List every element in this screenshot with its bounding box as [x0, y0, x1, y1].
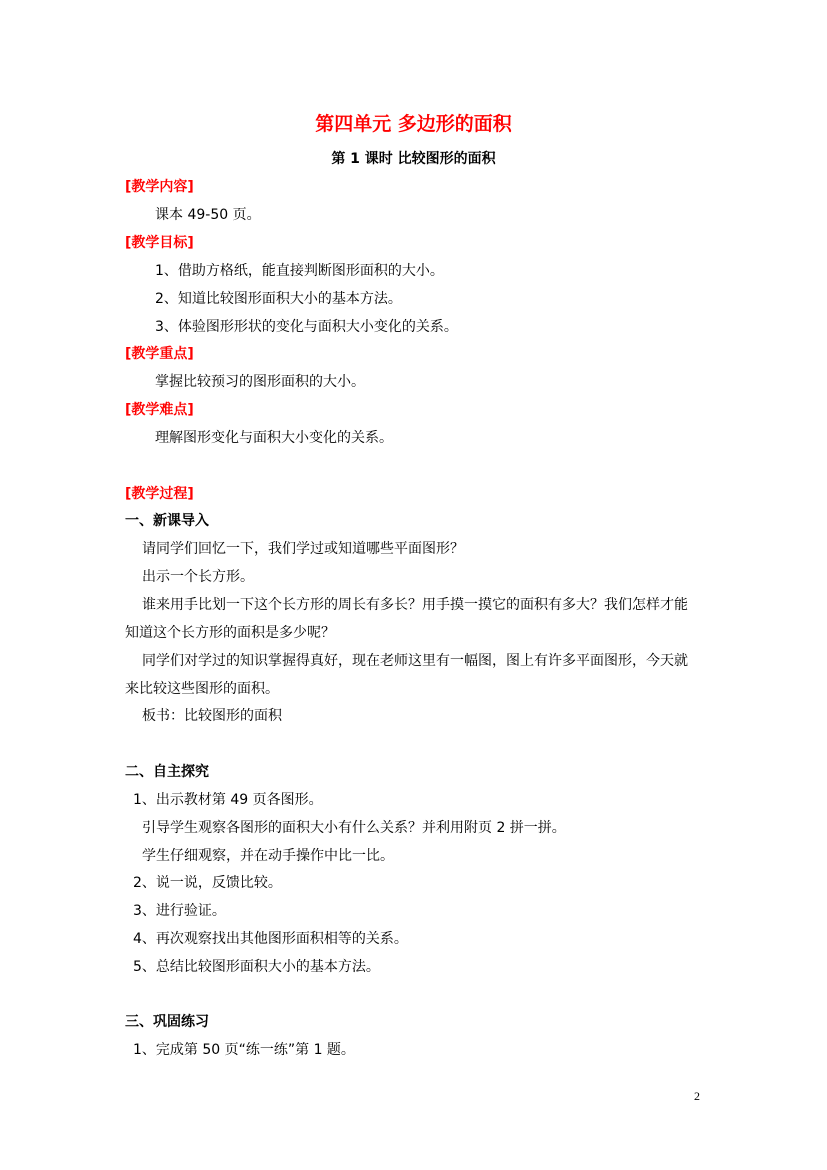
process-heading: [教学过程]	[125, 486, 194, 502]
difficulty-heading: [教学难点]	[125, 402, 194, 418]
paragraph-line: 出示一个长方形。	[142, 569, 254, 585]
paragraph-line: 3、进行验证。	[133, 903, 226, 919]
paragraph-line: 4、再次观察找出其他图形面积相等的关系。	[133, 931, 408, 947]
key-text: 掌握比较预习的图形面积的大小。	[155, 374, 365, 390]
content-text: 课本 49-50 页。	[155, 207, 261, 223]
paragraph-line: 1、完成第 50 页“练一练”第 1 题。	[133, 1042, 355, 1058]
section-title: 一、新课导入	[125, 513, 209, 529]
unit-title: 第四单元 多边形的面积	[315, 113, 512, 135]
lesson-subtitle: 第 1 课时 比较图形的面积	[331, 151, 496, 167]
goal-item: 2、知道比较图形面积大小的基本方法。	[155, 291, 402, 307]
goal-item: 1、借助方格纸，能直接判断图形面积的大小。	[155, 263, 444, 279]
paragraph-line: 请同学们回忆一下，我们学过或知道哪些平面图形？	[142, 541, 464, 557]
paragraph-line: 来比较这些图形的面积。	[125, 681, 279, 697]
content-heading: [教学内容]	[125, 179, 194, 195]
difficulty-text: 理解图形变化与面积大小变化的关系。	[155, 430, 393, 446]
paragraph-line: 5、总结比较图形面积大小的基本方法。	[133, 959, 380, 975]
paragraph-line: 谁来用手比划一下这个长方形的周长有多长？用手摸一摸它的面积有多大？我们怎样才能	[142, 597, 688, 613]
paragraph-line: 同学们对学过的知识掌握得真好，现在老师这里有一幅图，图上有许多平面图形，今天就	[142, 653, 688, 669]
paragraph-line: 知道这个长方形的面积是多少呢？	[125, 625, 335, 641]
paragraph-line: 引导学生观察各图形的面积大小有什么关系？并利用附页 2 拼一拼。	[142, 820, 566, 836]
goal-item: 3、体验图形形状的变化与面积大小变化的关系。	[155, 319, 458, 335]
section-title: 二、自主探究	[125, 764, 209, 780]
key-heading: [教学重点]	[125, 346, 194, 362]
goals-heading: [教学目标]	[125, 235, 194, 251]
paragraph-line: 2、说一说，反馈比较。	[133, 875, 282, 891]
section-title: 三、巩固练习	[125, 1014, 209, 1030]
paragraph-line: 板书：比较图形的面积	[142, 708, 282, 724]
paragraph-line: 学生仔细观察，并在动手操作中比一比。	[142, 848, 394, 864]
page-number: 2	[694, 1089, 700, 1103]
paragraph-line: 1、出示教材第 49 页各图形。	[133, 792, 323, 808]
